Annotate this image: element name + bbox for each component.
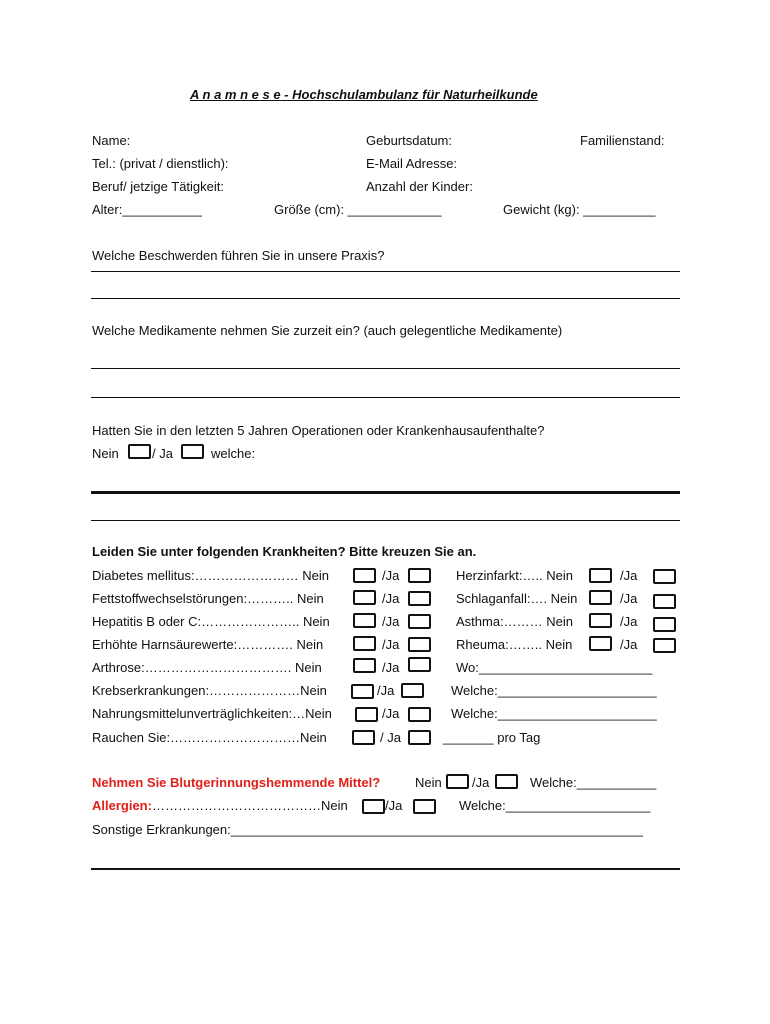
allergies-row bbox=[92, 798, 348, 814]
disease-uricacid-ja-checkbox[interactable] bbox=[408, 637, 431, 652]
disease-hepatitis-nein-checkbox[interactable] bbox=[353, 613, 376, 628]
smoking-label: Rauchen Sie:…………………………Nein bbox=[92, 730, 327, 745]
disease-uricacid-nein-checkbox[interactable] bbox=[353, 636, 376, 651]
disease-diabetes-ja-checkbox[interactable] bbox=[408, 568, 431, 583]
blood-thinner-ja-checkbox[interactable] bbox=[495, 774, 518, 789]
operations-ja-checkbox[interactable] bbox=[181, 444, 204, 459]
disease-arthrose-ja-label: /Ja bbox=[382, 660, 400, 675]
disease-lipid-ja-label: /Ja bbox=[382, 591, 400, 606]
disease-heartattack-label: Herzinfarkt:….. Nein bbox=[456, 568, 574, 583]
children-label: Anzahl der Kinder: bbox=[366, 179, 473, 194]
disease-stroke-label: Schlaganfall:…. Nein bbox=[456, 591, 578, 606]
complaints-line-2[interactable] bbox=[91, 298, 680, 299]
email-label: E-Mail Adresse: bbox=[366, 156, 458, 171]
disease-heartattack-nein-checkbox[interactable] bbox=[589, 568, 612, 583]
disease-uricacid-label: Erhöhte Harnsäurewerte:…………. Nein bbox=[92, 637, 324, 652]
disease-heartattack-ja-checkbox[interactable] bbox=[653, 569, 676, 584]
disease-asthma-ja-checkbox[interactable] bbox=[653, 617, 676, 632]
operations-nein-checkbox[interactable] bbox=[128, 444, 151, 459]
form-title bbox=[190, 87, 538, 103]
operations-line-1[interactable] bbox=[91, 491, 680, 494]
disease-stroke-ja-label: /Ja bbox=[620, 591, 638, 606]
weight-field[interactable]: Gewicht (kg): __________ bbox=[503, 202, 656, 217]
blood-thinner-nein-label: Nein bbox=[415, 775, 442, 790]
complaints-line-1[interactable] bbox=[91, 271, 680, 272]
cancer-welche-field[interactable]: Welche:______________________ bbox=[451, 683, 657, 698]
birthdate-label: Geburtsdatum: bbox=[366, 133, 452, 148]
disease-uricacid-ja-label: /Ja bbox=[382, 637, 400, 652]
disease-diabetes-label: Diabetes mellitus:…………………… Nein bbox=[92, 568, 329, 583]
disease-lipid-label: Fettstoffwechselstörungen:……….. Nein bbox=[92, 591, 324, 606]
disease-arthrose-nein-checkbox[interactable] bbox=[353, 658, 376, 673]
disease-diabetes-nein-checkbox[interactable] bbox=[353, 568, 376, 583]
disease-hepatitis-ja-checkbox[interactable] bbox=[408, 614, 431, 629]
disease-cancer-nein-checkbox[interactable] bbox=[351, 684, 374, 699]
allergies-label: Allergien: bbox=[92, 798, 152, 813]
disease-lipid-ja-checkbox[interactable] bbox=[408, 591, 431, 606]
disease-intolerance-label: Nahrungsmittelunverträglichkeiten:…Nein bbox=[92, 706, 332, 721]
diseases-heading: Leiden Sie unter folgenden Krankheiten? Bitte kreuzen Sie an. bbox=[92, 544, 477, 559]
medications-line-2[interactable] bbox=[91, 397, 680, 398]
blood-thinner-nein-checkbox[interactable] bbox=[446, 774, 469, 789]
medications-question: Welche Medikamente nehmen Sie zurzeit ein? (auch gelegentliche Medikamente) bbox=[92, 323, 563, 338]
smoking-ja-label: / Ja bbox=[380, 730, 401, 745]
medications-line-1[interactable] bbox=[91, 368, 680, 369]
disease-cancer-ja-label: /Ja bbox=[377, 683, 395, 698]
disease-rheuma-nein-checkbox[interactable] bbox=[589, 636, 612, 651]
other-diseases-field[interactable]: Sonstige Erkrankungen:_________________________________________________________ bbox=[92, 822, 643, 837]
allergies-welche-field[interactable]: Welche:____________________ bbox=[459, 798, 651, 813]
blood-thinner-ja-label: /Ja bbox=[472, 775, 490, 790]
disease-stroke-nein-checkbox[interactable] bbox=[589, 590, 612, 605]
disease-hepatitis-ja-label: /Ja bbox=[382, 614, 400, 629]
complaints-question: Welche Beschwerden führen Sie in unsere Praxis? bbox=[92, 248, 385, 263]
disease-arthrose-label: Arthrose:……………………………. Nein bbox=[92, 660, 322, 675]
other-diseases-line[interactable] bbox=[91, 868, 680, 870]
disease-rheuma-ja-label: /Ja bbox=[620, 637, 638, 652]
phone-label: Tel.: (privat / dienstlich): bbox=[92, 156, 229, 171]
disease-intolerance-nein-checkbox[interactable] bbox=[355, 707, 378, 722]
operations-line-2[interactable] bbox=[91, 520, 680, 521]
title-spaced: A n a m n e s e bbox=[190, 87, 281, 102]
disease-hepatitis-label: Hepatitis B oder C:………………….. Nein bbox=[92, 614, 330, 629]
operations-welche-label: welche: bbox=[211, 446, 256, 461]
name-label: Name: bbox=[92, 133, 131, 148]
arthrose-wo-field[interactable]: Wo:________________________ bbox=[456, 660, 653, 675]
disease-lipid-nein-checkbox[interactable] bbox=[353, 590, 376, 605]
age-field[interactable]: Alter:___________ bbox=[92, 202, 202, 217]
disease-diabetes-ja-label: /Ja bbox=[382, 568, 400, 583]
disease-heartattack-ja-label: /Ja bbox=[620, 568, 638, 583]
smoking-nein-checkbox[interactable] bbox=[352, 730, 375, 745]
title-rest: - Hochschulambulanz für Naturheilkunde bbox=[280, 87, 538, 102]
height-field[interactable]: Größe (cm): _____________ bbox=[274, 202, 442, 217]
disease-intolerance-ja-checkbox[interactable] bbox=[408, 707, 431, 722]
disease-cancer-label: Krebserkrankungen:…………………Nein bbox=[92, 683, 327, 698]
disease-asthma-ja-label: /Ja bbox=[620, 614, 638, 629]
disease-rheuma-label: Rheuma:…….. Nein bbox=[456, 637, 573, 652]
intolerance-welche-field[interactable]: Welche:______________________ bbox=[451, 706, 657, 721]
operations-nein-label: Nein bbox=[92, 446, 119, 461]
disease-rheuma-ja-checkbox[interactable] bbox=[653, 638, 676, 653]
blood-thinner-question: Nehmen Sie Blutgerinnungshemmende Mittel? bbox=[92, 775, 381, 790]
allergies-dots: …………………………………Nein bbox=[151, 798, 348, 813]
job-label: Beruf/ jetzige Tätigkeit: bbox=[92, 179, 224, 194]
operations-question: Hatten Sie in den letzten 5 Jahren Operationen oder Krankenhausaufenthalte? bbox=[92, 423, 545, 438]
disease-arthrose-ja-checkbox[interactable] bbox=[408, 657, 431, 672]
allergies-ja-checkbox[interactable] bbox=[413, 799, 436, 814]
disease-stroke-ja-checkbox[interactable] bbox=[653, 594, 676, 609]
disease-intolerance-ja-label: /Ja bbox=[382, 706, 400, 721]
smoking-ja-checkbox[interactable] bbox=[408, 730, 431, 745]
disease-cancer-ja-checkbox[interactable] bbox=[401, 683, 424, 698]
allergies-ja-label: /Ja bbox=[385, 798, 403, 813]
operations-ja-label: / Ja bbox=[152, 446, 173, 461]
smoking-per-day-field[interactable]: _______ pro Tag bbox=[443, 730, 541, 745]
blood-thinner-welche-field[interactable]: Welche:___________ bbox=[530, 775, 657, 790]
allergies-nein-checkbox[interactable] bbox=[362, 799, 385, 814]
marital-label: Familienstand: bbox=[580, 133, 665, 148]
disease-asthma-nein-checkbox[interactable] bbox=[589, 613, 612, 628]
disease-asthma-label: Asthma:……… Nein bbox=[456, 614, 574, 629]
